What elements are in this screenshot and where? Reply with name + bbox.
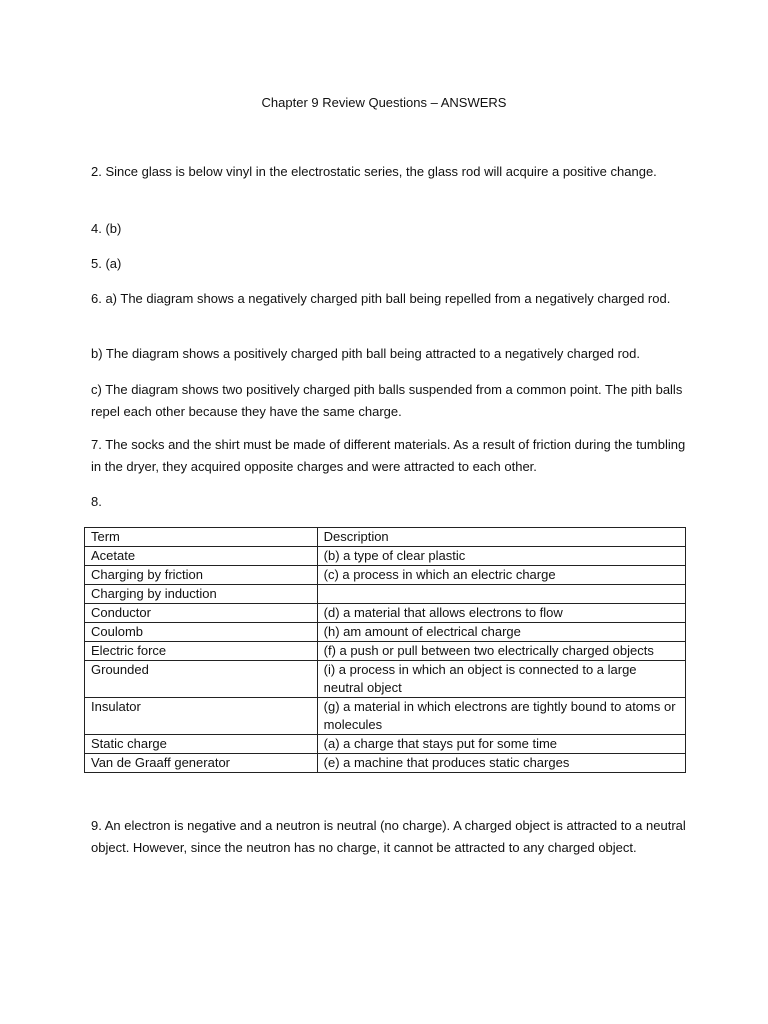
answer-6c: c) The diagram shows two positively charged pith balls suspended from a common point. The pith balls repel each other because they have the same charge. — [91, 382, 683, 419]
table-row — [85, 547, 686, 566]
description-cell: (f) a push or pull between two electrically charged objects — [317, 642, 685, 661]
description-cell: (c) a process in which an electric charge — [317, 566, 685, 585]
answer-6a: 6. a) The diagram shows a negatively charged pith ball being repelled from a negatively charged rod. — [91, 291, 671, 306]
answer-8-label: 8. — [91, 494, 102, 509]
term-cell: Insulator — [85, 698, 318, 735]
answer-4: 4. (b) — [91, 221, 122, 236]
header-description: Description — [317, 528, 685, 547]
answer-9: 9. An electron is negative and a neutron is neutral (no charge). A charged object is attracted to a neutral object. However, since the neutron has no charge, it cannot be attracted to any charged object. — [91, 818, 686, 855]
description-cell: (g) a material in which electrons are tightly bound to atoms or molecules — [317, 698, 685, 735]
description-cell: (h) am amount of electrical charge — [317, 623, 685, 642]
term-cell: Conductor — [85, 604, 318, 623]
table-row — [85, 642, 686, 661]
description-cell: (a) a charge that stays put for some time — [317, 735, 685, 754]
term-cell: Grounded — [85, 661, 318, 698]
table-row — [85, 623, 686, 642]
page-title: Chapter 9 Review Questions – ANSWERS — [261, 95, 507, 110]
description-cell: (i) a process in which an object is connected to a large neutral object — [317, 661, 685, 698]
term-cell: Charging by friction — [85, 566, 318, 585]
term-cell: Coulomb — [85, 623, 318, 642]
answer-6b: b) The diagram shows a positively charged pith ball being attracted to a negatively charged rod. — [91, 346, 640, 361]
table-row — [85, 604, 686, 623]
header-term: Term — [85, 528, 318, 547]
table-row — [85, 698, 686, 735]
table-row — [85, 661, 686, 698]
table-row — [85, 566, 686, 585]
answer-2: 2. Since glass is below vinyl in the electrostatic series, the glass rod will acquire a positive change. — [91, 164, 657, 179]
answer-7: 7. The socks and the shirt must be made of different materials. As a result of friction during the tumbling in the dryer, they acquired opposite charges and were attracted to each other. — [91, 437, 686, 474]
table-header-row — [85, 528, 686, 547]
description-cell: (b) a type of clear plastic — [317, 547, 685, 566]
description-cell: (e) a machine that produces static charges — [317, 754, 685, 773]
term-cell: Acetate — [85, 547, 318, 566]
term-cell: Static charge — [85, 735, 318, 754]
term-cell: Van de Graaff generator — [85, 754, 318, 773]
description-cell — [317, 585, 685, 604]
terms-table — [84, 527, 686, 773]
table-row — [85, 754, 686, 773]
term-cell: Electric force — [85, 642, 318, 661]
answer-5: 5. (a) — [91, 256, 122, 271]
term-cell: Charging by induction — [85, 585, 318, 604]
table-row — [85, 585, 686, 604]
description-cell: (d) a material that allows electrons to flow — [317, 604, 685, 623]
table-row — [85, 735, 686, 754]
